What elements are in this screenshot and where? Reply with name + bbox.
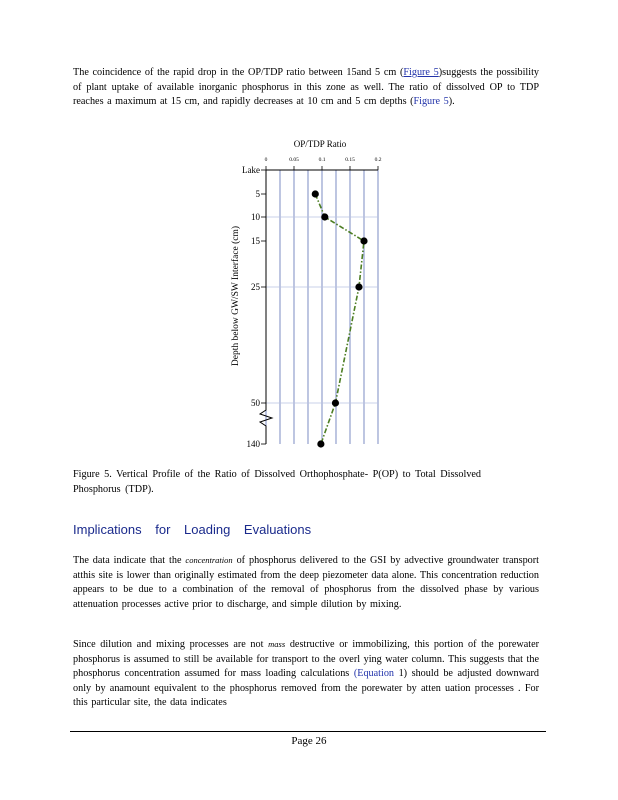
footer-rule <box>70 731 546 732</box>
intro-text-4: ). <box>448 96 455 108</box>
intro-text-2: )suggests <box>438 67 477 78</box>
p2-emphasis: mass <box>268 639 286 649</box>
section-heading: Implications for Loading Evaluations <box>73 522 312 537</box>
y-tick-label: 15 <box>251 236 260 246</box>
y-axis <box>242 165 272 449</box>
chart-series <box>312 190 368 447</box>
data-point <box>355 283 362 290</box>
data-point <box>317 440 324 447</box>
p1-emphasis: concentration <box>185 555 233 565</box>
p2-text-c: 1) should be adjusted downward only by anamount equivalent to the phosphorus removed from the porewater by atten uation processes . For this particular site, the data indicates <box>73 668 540 709</box>
intro-text-1: The coincidence of the rapid drop in the OP/TDP ratio between 15and 5 cm ( <box>73 67 404 78</box>
paragraph-1 <box>73 553 539 612</box>
x-tick-label: 0.05 <box>289 157 299 163</box>
figure-5-ref[interactable]: Figure 5 <box>413 96 449 108</box>
paragraph-2 <box>73 637 539 711</box>
series-line <box>315 194 364 444</box>
x-tick-label: 0.1 <box>318 157 326 163</box>
data-point <box>312 190 319 197</box>
y-tick-label: Lake <box>242 165 260 175</box>
y-tick-label: 5 <box>255 189 260 199</box>
p1-text-b: of phosphorus delivered to the GSI by advective groundwater transport atthis site is lower than originally estimated from the deep piezometer data alone. This concentration reduction appears to be due to a combination of the removal of phosphorus from the dissolved phase by various attenuation processes active prior to discharge, and simple dilution by mixing. <box>73 555 539 610</box>
x-tick-labels <box>265 157 382 170</box>
x-tick-label: 0.15 <box>345 157 355 163</box>
data-point <box>360 237 367 244</box>
y-tick-label: 25 <box>251 282 260 292</box>
figure-caption: Figure 5. Vertical Profile of the Ratio of Dissolved Orthophosphate- P(OP) to Total Dissolved Phosphorus (TDP). <box>73 469 482 495</box>
data-point <box>332 399 339 406</box>
y-axis-label: Depth below GW/SW Interface (cm) <box>231 225 241 367</box>
data-point <box>321 213 328 220</box>
equation-1-ref[interactable]: (Equation <box>353 668 395 680</box>
intro-text-3: the possibility of plant uptake of available inorganic phosphorus in this zone as well. The ratio of dissolved OP to TDP reaches a maximum at 15 cm, and rapidly decreases at 10 cm and 5 cm depths ( <box>73 67 539 108</box>
p1-text-a: The data indicate that the <box>73 555 186 566</box>
x-tick-label: 0 <box>264 157 268 163</box>
p2-text-a: Since dilution and mixing processes are not <box>73 639 269 650</box>
x-tick-label: 0.2 <box>374 157 382 163</box>
y-tick-label: 10 <box>251 212 260 222</box>
figure-5-link[interactable]: Figure 5 <box>403 67 439 78</box>
page-number: Page 26 <box>291 735 327 747</box>
p2-text-b: destructive or immobilizing, this portion of the porewater phosphorus is assumed to still be available for transport to the overl ying water column. This suggests that the phosphorus concentration assumed for mass loading calculations <box>73 639 539 680</box>
y-tick-label: 140 <box>246 439 260 449</box>
y-tick-label: 50 <box>251 398 260 408</box>
chart-title: OP/TDP Ratio <box>293 139 347 149</box>
